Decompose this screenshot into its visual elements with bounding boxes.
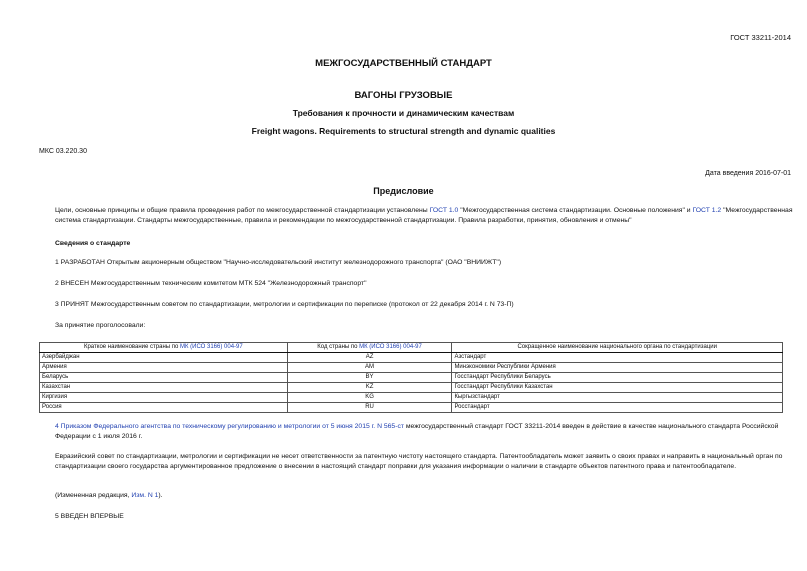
item-4-number: 4 [55, 423, 61, 430]
cell-country: Беларусь [40, 373, 288, 383]
mk-iso-link[interactable]: МК (ИСО 3166) 004-97 [359, 344, 422, 350]
cell-code: AZ [287, 353, 452, 363]
cell-body: Росстандарт [452, 403, 783, 413]
patent-notice: Евразийский совет по стандартизации, метрологии и сертификации не несет ответственности за патентную чистоту настоящего стандарта. Патентообладатель может заявить о своих правах и направить в национальный орган по стандартизации своего государства аргументированное предложение о внесении в настоящий стандарт поправки для указания информации о наличии в стандарте объектов патентного права и патентообладателе. [55, 453, 783, 470]
item-1-developed: 1 РАЗРАБОТАН Открытым акционерным обществом "Научно-исследовательский институт железнодорожного транспорта" (ОАО "ВНИИЖТ") [55, 259, 502, 266]
preface-heading: Предисловие [373, 186, 434, 196]
preface-text-b: "Межгосударственная система стандартизации. Основные положения" и [458, 207, 693, 214]
standard-info-heading: Сведения о стандарте [55, 240, 131, 247]
rosstandart-order-link[interactable]: Приказом Федерального агентства по техническому регулированию и метрологии от 5 июня 2015 г. N 565-ст [60, 423, 404, 430]
standard-type-heading: МЕЖГОСУДАРСТВЕННЫЙ СТАНДАРТ [315, 58, 492, 69]
cell-country: Киргизия [40, 393, 288, 403]
preface-text-a: Цели, основные принципы и общие правила проведения работ по межгосударственной стандартизации установлены [55, 207, 430, 214]
document-subtitle-ru: Требования к прочности и динамическим качествам [292, 108, 515, 118]
cell-body: Госстандарт Республики Казахстан [452, 383, 783, 393]
cell-code: AM [287, 363, 452, 373]
item-4-order [39, 422, 799, 442]
cell-body: Азстандарт [452, 353, 783, 363]
column-header-country: Краткое наименование страны по МК (ИСО 3166) 004-97 [40, 343, 288, 353]
table-row [40, 353, 783, 363]
voted-label: За принятие проголосовали: [55, 322, 146, 329]
cell-code: KZ [287, 383, 452, 393]
column-header-code: Код страны по МК (ИСО 3166) 004-97 [287, 343, 452, 353]
amendment-note: (Измененная редакция, Изм. N 1). [55, 492, 163, 499]
table-row [40, 403, 783, 413]
item-3-adopted: 3 ПРИНЯТ Межгосударственным советом по стандартизации, метрологии и сертификации по переписке (протокол от 22 декабря 2014 г. N 73-П) [55, 301, 514, 308]
gost-1-2-link[interactable]: ГОСТ 1.2 [692, 207, 722, 214]
table-header-row [40, 343, 783, 353]
preface-paragraph [39, 206, 799, 226]
cell-body: Кыргызстандарт [452, 393, 783, 403]
cell-country: Россия [40, 403, 288, 413]
table-row [40, 373, 783, 383]
item-2-submitted: 2 ВНЕСЕН Межгосударственным техническим комитетом МТК 524 "Железнодорожный транспорт" [55, 280, 367, 287]
cell-country: Казахстан [40, 383, 288, 393]
cell-country: Армения [40, 363, 288, 373]
table-row [40, 393, 783, 403]
gost-1-0-link[interactable]: ГОСТ 1.0 [429, 207, 459, 214]
preface-text-c: "Межгосударственная система стандартизации. Стандарты межгосударственные, правила и рекомендации по межгосударственной стандартизации. Правила разработки, принятия, обновления и отмены" [55, 207, 793, 224]
document-code: ГОСТ 33211-2014 [730, 33, 791, 42]
cell-code: BY [287, 373, 452, 383]
cell-country: Азербайджан [40, 353, 288, 363]
table-row [40, 363, 783, 373]
document-title: ВАГОНЫ ГРУЗОВЫЕ [354, 90, 453, 101]
introduction-date: Дата введения 2016-07-01 [705, 170, 791, 177]
table-row [40, 383, 783, 393]
mk-iso-link[interactable]: МК (ИСО 3166) 004-97 [180, 344, 243, 350]
item-5-first-introduced: 5 ВВЕДЕН ВПЕРВЫЕ [55, 513, 124, 520]
countries-table [39, 342, 783, 413]
classification-code: МКС 03.220.30 [39, 148, 87, 155]
item-4-text: межгосударственный стандарт ГОСТ 33211-2014 введен в действие в качестве национального стандарта Российской Федерации с 1 июля 2016 г. [55, 423, 779, 440]
document-subtitle-en: Freight wagons. Requirements to structural strength and dynamic qualities [251, 126, 556, 136]
cell-body: Минэкономики Республики Армения [452, 363, 783, 373]
cell-code: RU [287, 403, 452, 413]
cell-body: Госстандарт Республики Беларусь [452, 373, 783, 383]
column-header-body: Сокращенное наименование национального органа по стандартизации [452, 343, 783, 353]
cell-code: KG [287, 393, 452, 403]
amendment-1-link[interactable]: Изм. N 1 [131, 492, 159, 499]
